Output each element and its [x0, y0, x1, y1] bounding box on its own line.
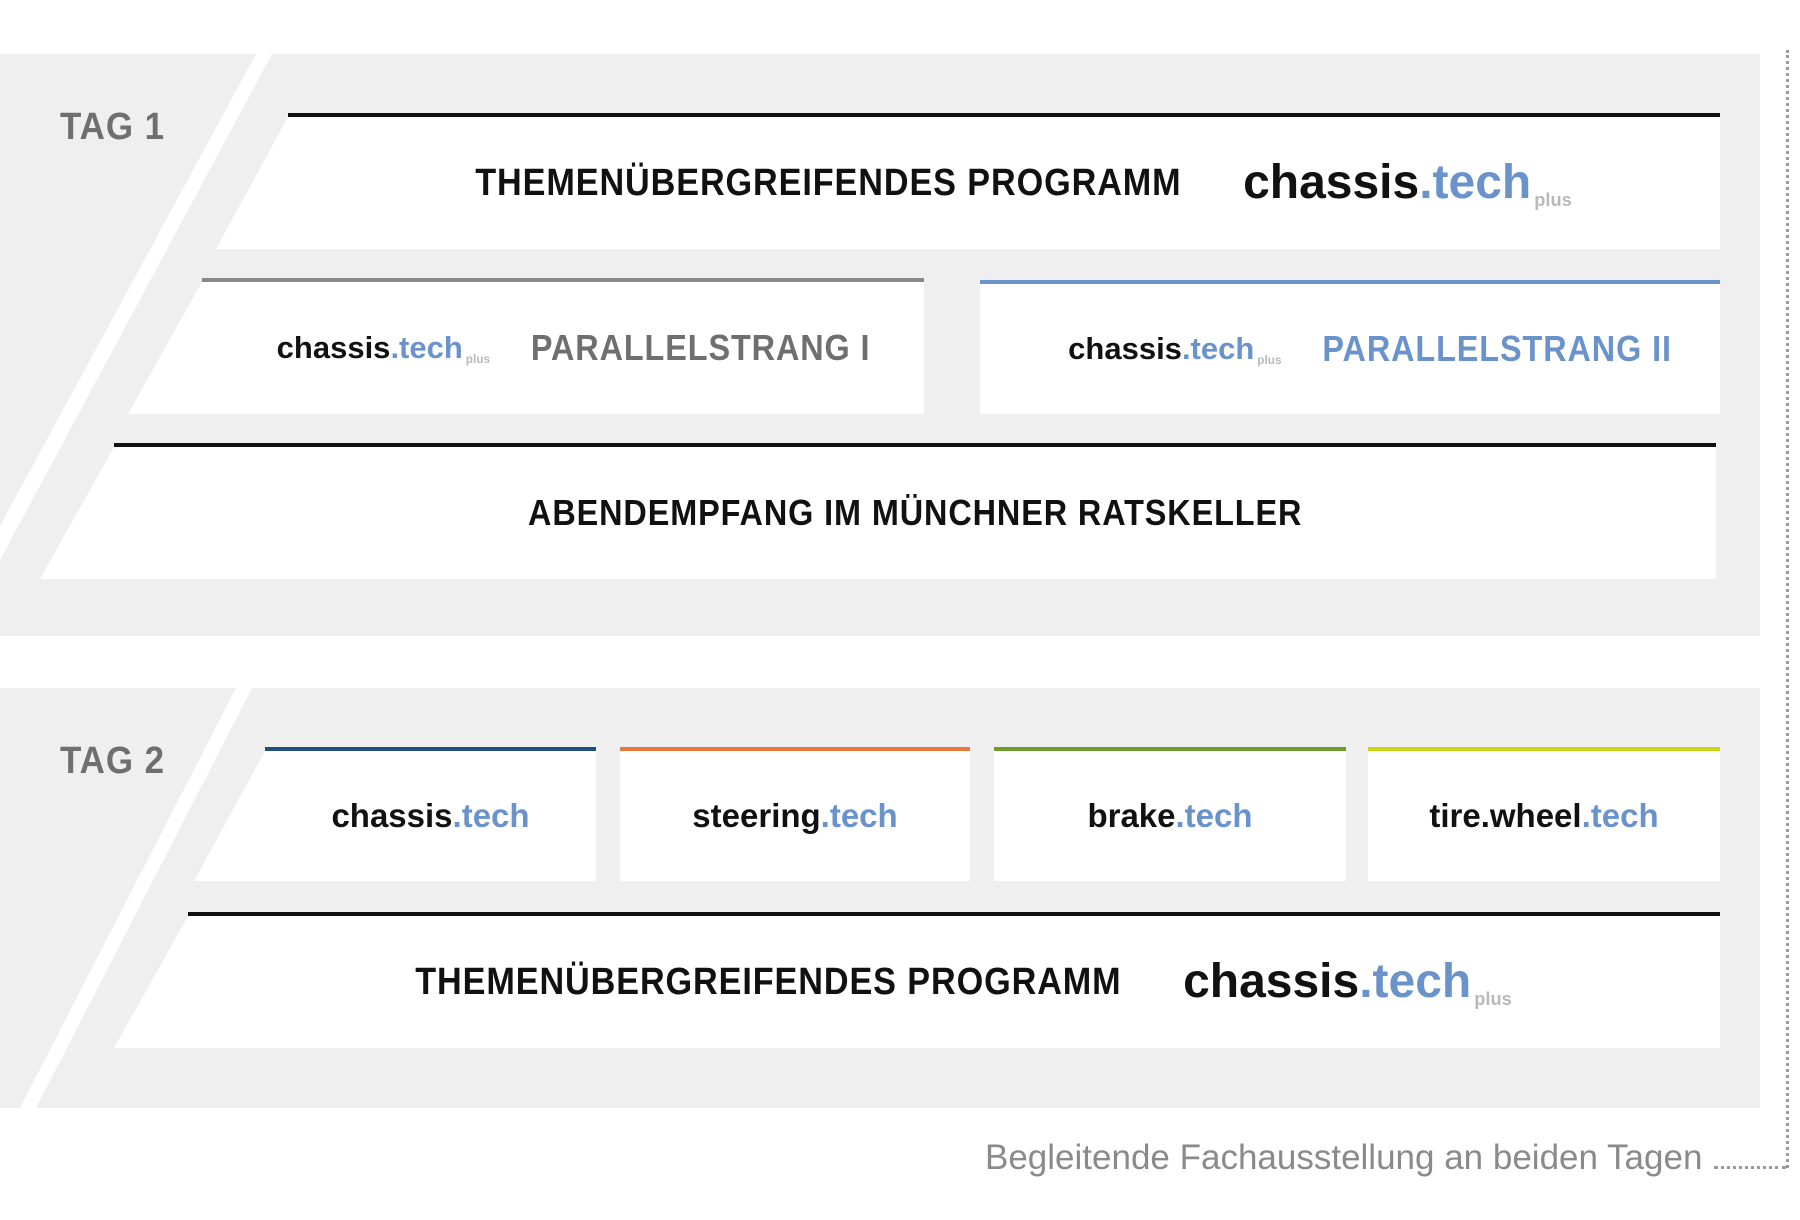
day1-general-heading: THEMENÜBERGREIFENDES PROGRAMM	[475, 161, 1182, 204]
brand-tech: .tech	[1419, 156, 1532, 210]
evening-heading: ABENDEMPFANG IM MÜNCHNER RATSKELLER	[527, 492, 1303, 533]
day2-general-heading: THEMENÜBERGREIFENDES PROGRAMM	[415, 960, 1122, 1003]
brand-tech: .tech	[390, 330, 463, 365]
brand-name: brake	[1087, 797, 1176, 834]
brand-plus: plus	[1534, 188, 1572, 210]
brand-name: tire.wheel	[1429, 797, 1582, 834]
parallel1-label: PARALLELSTRANG I	[530, 327, 871, 368]
brand-plus: plus	[465, 352, 490, 366]
brand-tech: .tech	[452, 797, 530, 834]
brand-name: chassis	[1183, 955, 1360, 1009]
brand-name: chassis	[1068, 331, 1182, 366]
brand-name: steering	[692, 797, 821, 834]
dotted-side-line	[1786, 50, 1789, 1168]
brand-tech: .tech	[820, 797, 898, 834]
brand-tech: .tech	[1359, 955, 1472, 1009]
brand-name: chassis	[331, 797, 453, 834]
brand-tech: .tech	[1181, 331, 1255, 366]
brand-plus: plus	[1474, 987, 1512, 1009]
parallel2-label: PARALLELSTRANG II	[1322, 328, 1673, 369]
brand-tech: .tech	[1175, 797, 1253, 834]
footer-dotted-leader	[1714, 1166, 1786, 1169]
day1-tag: TAG 1	[60, 106, 165, 148]
day2-tag: TAG 2	[60, 740, 165, 782]
footer-note: Begleitende Fachausstellung an beiden Tagen	[985, 1138, 1703, 1177]
brand-tech: .tech	[1581, 797, 1659, 834]
brand-name: chassis	[276, 330, 391, 365]
brand-plus: plus	[1257, 353, 1282, 367]
brand-name: chassis	[1243, 156, 1420, 210]
